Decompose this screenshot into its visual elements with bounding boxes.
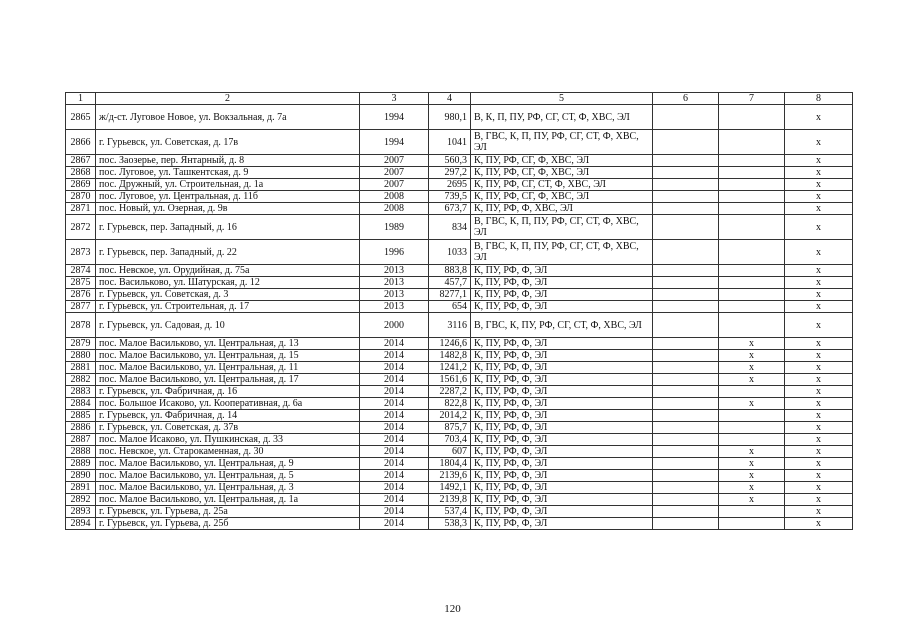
table-row [66, 215, 853, 240]
col-8-mark: х [785, 362, 853, 374]
year-cell: 2014 [360, 422, 429, 434]
works-cell: К, ПУ, РФ, Ф, ЭЛ [471, 362, 653, 374]
col-6-cell [653, 386, 719, 398]
works-cell: К, ПУ, РФ, Ф, ЭЛ [471, 265, 653, 277]
works-cell: К, ПУ, РФ, Ф, ЭЛ [471, 410, 653, 422]
table-row [66, 410, 853, 422]
table-row [66, 398, 853, 410]
year-cell: 1994 [360, 105, 429, 130]
row-number: 2875 [66, 277, 96, 289]
works-cell: К, ПУ, РФ, Ф, ЭЛ [471, 518, 653, 530]
works-cell: К, ПУ, РФ, Ф, ЭЛ [471, 434, 653, 446]
col-6-cell [653, 482, 719, 494]
works-cell: К, ПУ, РФ, СГ, Ф, ХВС, ЭЛ [471, 167, 653, 179]
table-row [66, 350, 853, 362]
col-6-cell [653, 422, 719, 434]
area-cell: 297,2 [429, 167, 471, 179]
address-cell: пос. Луговое, ул. Ташкентская, д. 9 [96, 167, 360, 179]
col-7-mark [719, 155, 785, 167]
area-cell: 980,1 [429, 105, 471, 130]
row-number: 2867 [66, 155, 96, 167]
table-row [66, 289, 853, 301]
works-cell: К, ПУ, РФ, СГ, Ф, ХВС, ЭЛ [471, 191, 653, 203]
col-8-mark: х [785, 482, 853, 494]
col-6-cell [653, 179, 719, 191]
col-7-mark [719, 167, 785, 179]
table-row [66, 301, 853, 313]
col-8-mark: х [785, 494, 853, 506]
col-8-mark: х [785, 470, 853, 482]
row-number: 2885 [66, 410, 96, 422]
works-cell: К, ПУ, РФ, Ф, ЭЛ [471, 277, 653, 289]
address-cell: пос. Малое Васильково, ул. Центральная, д. 11 [96, 362, 360, 374]
row-number: 2888 [66, 446, 96, 458]
works-cell: К, ПУ, РФ, СГ, СТ, Ф, ХВС, ЭЛ [471, 179, 653, 191]
table-row [66, 338, 853, 350]
works-cell: В, ГВС, К, П, ПУ, РФ, СГ, СТ, Ф, ХВС, ЭЛ [471, 240, 653, 265]
col-6-cell [653, 215, 719, 240]
area-cell: 2287,2 [429, 386, 471, 398]
year-cell: 2007 [360, 167, 429, 179]
year-cell: 2014 [360, 434, 429, 446]
table-row [66, 130, 853, 155]
row-number: 2880 [66, 350, 96, 362]
address-cell: пос. Большое Исаково, ул. Кооперативная, д. 6а [96, 398, 360, 410]
header-col-6: 6 [653, 93, 719, 105]
area-cell: 703,4 [429, 434, 471, 446]
row-number: 2866 [66, 130, 96, 155]
address-cell: г. Гурьевск, пер. Западный, д. 16 [96, 215, 360, 240]
year-cell: 2000 [360, 313, 429, 338]
table-row [66, 494, 853, 506]
col-6-cell [653, 494, 719, 506]
area-cell: 1561,6 [429, 374, 471, 386]
year-cell: 1994 [360, 130, 429, 155]
works-cell: К, ПУ, РФ, Ф, ЭЛ [471, 494, 653, 506]
year-cell: 2007 [360, 155, 429, 167]
address-cell: г. Гурьевск, ул. Советская, д. 17в [96, 130, 360, 155]
works-cell: К, ПУ, РФ, Ф, ЭЛ [471, 350, 653, 362]
table-row [66, 240, 853, 265]
col-6-cell [653, 191, 719, 203]
col-7-mark [719, 265, 785, 277]
address-cell: пос. Малое Васильково, ул. Центральная, д. 9 [96, 458, 360, 470]
row-number: 2891 [66, 482, 96, 494]
row-number: 2878 [66, 313, 96, 338]
col-6-cell [653, 506, 719, 518]
col-7-mark [719, 518, 785, 530]
col-7-mark: х [719, 374, 785, 386]
col-8-mark: х [785, 203, 853, 215]
col-7-mark: х [719, 470, 785, 482]
works-cell: К, ПУ, РФ, Ф, ЭЛ [471, 422, 653, 434]
year-cell: 2014 [360, 482, 429, 494]
col-7-mark: х [719, 494, 785, 506]
col-7-mark [719, 506, 785, 518]
col-8-mark: х [785, 105, 853, 130]
table-row [66, 482, 853, 494]
col-7-mark: х [719, 482, 785, 494]
works-cell: В, К, П, ПУ, РФ, СГ, СТ, Ф, ХВС, ЭЛ [471, 105, 653, 130]
col-7-mark [719, 130, 785, 155]
col-8-mark: х [785, 155, 853, 167]
row-number: 2881 [66, 362, 96, 374]
col-8-mark: х [785, 277, 853, 289]
row-number: 2887 [66, 434, 96, 446]
row-number: 2882 [66, 374, 96, 386]
col-6-cell [653, 105, 719, 130]
col-6-cell [653, 518, 719, 530]
year-cell: 2014 [360, 386, 429, 398]
col-6-cell [653, 470, 719, 482]
area-cell: 2139,6 [429, 470, 471, 482]
area-cell: 1241,2 [429, 362, 471, 374]
col-7-mark [719, 289, 785, 301]
col-7-mark [719, 313, 785, 338]
address-cell: пос. Малое Исаково, ул. Пушкинская, д. 33 [96, 434, 360, 446]
table-row [66, 265, 853, 277]
year-cell: 2007 [360, 179, 429, 191]
area-cell: 560,3 [429, 155, 471, 167]
row-number: 2876 [66, 289, 96, 301]
works-cell: К, ПУ, РФ, Ф, ЭЛ [471, 398, 653, 410]
col-8-mark: х [785, 446, 853, 458]
year-cell: 2014 [360, 458, 429, 470]
col-7-mark [719, 434, 785, 446]
works-cell: К, ПУ, РФ, Ф, ЭЛ [471, 374, 653, 386]
col-7-mark [719, 105, 785, 130]
address-cell: пос. Новый, ул. Озерная, д. 9в [96, 203, 360, 215]
header-col-7: 7 [719, 93, 785, 105]
year-cell: 2013 [360, 301, 429, 313]
col-8-mark: х [785, 386, 853, 398]
col-6-cell [653, 167, 719, 179]
col-6-cell [653, 350, 719, 362]
col-7-mark [719, 301, 785, 313]
year-cell: 2014 [360, 506, 429, 518]
area-cell: 834 [429, 215, 471, 240]
area-cell: 883,8 [429, 265, 471, 277]
col-8-mark: х [785, 313, 853, 338]
row-number: 2868 [66, 167, 96, 179]
row-number: 2873 [66, 240, 96, 265]
area-cell: 1804,4 [429, 458, 471, 470]
table-row [66, 518, 853, 530]
col-7-mark [719, 386, 785, 398]
col-8-mark: х [785, 191, 853, 203]
col-6-cell [653, 410, 719, 422]
col-8-mark: х [785, 422, 853, 434]
table-body [66, 105, 853, 530]
works-cell: К, ПУ, РФ, Ф, ЭЛ [471, 482, 653, 494]
area-cell: 2014,2 [429, 410, 471, 422]
col-6-cell [653, 338, 719, 350]
works-cell: В, ГВС, К, П, ПУ, РФ, СГ, СТ, Ф, ХВС, ЭЛ [471, 215, 653, 240]
area-cell: 2139,8 [429, 494, 471, 506]
table-row [66, 446, 853, 458]
works-cell: К, ПУ, РФ, Ф, ЭЛ [471, 506, 653, 518]
row-number: 2869 [66, 179, 96, 191]
row-number: 2877 [66, 301, 96, 313]
table-row [66, 167, 853, 179]
table-row [66, 313, 853, 338]
col-6-cell [653, 362, 719, 374]
address-cell: г. Гурьевск, ул. Советская, д. 3 [96, 289, 360, 301]
address-cell: пос. Заозерье, пер. Янтарный, д. 8 [96, 155, 360, 167]
address-cell: г. Гурьевск, ул. Советская, д. 37в [96, 422, 360, 434]
row-number: 2889 [66, 458, 96, 470]
area-cell: 3116 [429, 313, 471, 338]
year-cell: 2013 [360, 277, 429, 289]
address-cell: пос. Луговое, ул. Центральная, д. 11б [96, 191, 360, 203]
row-number: 2890 [66, 470, 96, 482]
col-8-mark: х [785, 167, 853, 179]
col-8-mark: х [785, 350, 853, 362]
col-6-cell [653, 398, 719, 410]
address-cell: г. Гурьевск, ул. Строительная, д. 17 [96, 301, 360, 313]
row-number: 2870 [66, 191, 96, 203]
address-cell: пос. Малое Васильково, ул. Центральная, д. 5 [96, 470, 360, 482]
col-8-mark: х [785, 374, 853, 386]
year-cell: 2014 [360, 446, 429, 458]
area-cell: 654 [429, 301, 471, 313]
col-6-cell [653, 446, 719, 458]
area-cell: 1482,8 [429, 350, 471, 362]
col-7-mark: х [719, 350, 785, 362]
col-8-mark: х [785, 338, 853, 350]
header-col-2: 2 [96, 93, 360, 105]
col-8-mark: х [785, 434, 853, 446]
row-number: 2874 [66, 265, 96, 277]
address-cell: пос. Васильково, ул. Шатурская, д. 12 [96, 277, 360, 289]
works-cell: К, ПУ, РФ, СГ, Ф, ХВС, ЭЛ [471, 155, 653, 167]
table-row [66, 506, 853, 518]
address-cell: г. Гурьевск, ул. Садовая, д. 10 [96, 313, 360, 338]
works-cell: К, ПУ, РФ, Ф, ЭЛ [471, 301, 653, 313]
year-cell: 2014 [360, 470, 429, 482]
table-row [66, 203, 853, 215]
area-cell: 875,7 [429, 422, 471, 434]
col-6-cell [653, 374, 719, 386]
table-row [66, 458, 853, 470]
works-cell: К, ПУ, РФ, Ф, ЭЛ [471, 470, 653, 482]
year-cell: 2014 [360, 350, 429, 362]
housing-register-table [65, 92, 853, 530]
header-row [66, 93, 853, 105]
col-6-cell [653, 155, 719, 167]
col-6-cell [653, 434, 719, 446]
year-cell: 2008 [360, 203, 429, 215]
area-cell: 673,7 [429, 203, 471, 215]
address-cell: пос. Малое Васильково, ул. Центральная, д. 13 [96, 338, 360, 350]
col-6-cell [653, 240, 719, 265]
col-6-cell [653, 265, 719, 277]
address-cell: г. Гурьевск, ул. Фабричная, д. 14 [96, 410, 360, 422]
works-cell: К, ПУ, РФ, Ф, ЭЛ [471, 446, 653, 458]
address-cell: пос. Малое Васильково, ул. Центральная, д. 3 [96, 482, 360, 494]
col-6-cell [653, 277, 719, 289]
area-cell: 822,8 [429, 398, 471, 410]
area-cell: 457,7 [429, 277, 471, 289]
table-row [66, 422, 853, 434]
row-number: 2865 [66, 105, 96, 130]
year-cell: 2014 [360, 518, 429, 530]
table-row [66, 155, 853, 167]
area-cell: 1246,6 [429, 338, 471, 350]
col-8-mark: х [785, 289, 853, 301]
year-cell: 2014 [360, 494, 429, 506]
col-7-mark [719, 203, 785, 215]
table-row [66, 470, 853, 482]
works-cell: К, ПУ, РФ, Ф, ЭЛ [471, 386, 653, 398]
works-cell: В, ГВС, К, ПУ, РФ, СГ, СТ, Ф, ХВС, ЭЛ [471, 313, 653, 338]
col-7-mark [719, 422, 785, 434]
year-cell: 2014 [360, 374, 429, 386]
col-8-mark: х [785, 215, 853, 240]
col-7-mark [719, 215, 785, 240]
area-cell: 2695 [429, 179, 471, 191]
works-cell: К, ПУ, РФ, Ф, ЭЛ [471, 338, 653, 350]
col-7-mark [719, 240, 785, 265]
header-col-8: 8 [785, 93, 853, 105]
works-cell: В, ГВС, К, П, ПУ, РФ, СГ, СТ, Ф, ХВС, ЭЛ [471, 130, 653, 155]
table-row [66, 362, 853, 374]
col-6-cell [653, 289, 719, 301]
year-cell: 2014 [360, 410, 429, 422]
area-cell: 1041 [429, 130, 471, 155]
col-7-mark: х [719, 458, 785, 470]
address-cell: ж/д-ст. Луговое Новое, ул. Вокзальная, д. 7а [96, 105, 360, 130]
col-8-mark: х [785, 130, 853, 155]
address-cell: г. Гурьевск, ул. Фабричная, д. 16 [96, 386, 360, 398]
table-row [66, 386, 853, 398]
col-7-mark [719, 410, 785, 422]
address-cell: пос. Малое Васильково, ул. Центральная, д. 1а [96, 494, 360, 506]
col-8-mark: х [785, 265, 853, 277]
address-cell: г. Гурьевск, ул. Гурьева, д. 25б [96, 518, 360, 530]
address-cell: пос. Невское, ул. Орудийная, д. 75а [96, 265, 360, 277]
year-cell: 2014 [360, 398, 429, 410]
page-number: 120 [444, 603, 461, 615]
table-row [66, 191, 853, 203]
col-6-cell [653, 130, 719, 155]
col-8-mark: х [785, 506, 853, 518]
year-cell: 2013 [360, 265, 429, 277]
table-header [66, 93, 853, 105]
year-cell: 1996 [360, 240, 429, 265]
header-col-5: 5 [471, 93, 653, 105]
col-7-mark: х [719, 446, 785, 458]
row-number: 2883 [66, 386, 96, 398]
area-cell: 607 [429, 446, 471, 458]
area-cell: 1492,1 [429, 482, 471, 494]
area-cell: 537,4 [429, 506, 471, 518]
area-cell: 739,5 [429, 191, 471, 203]
col-6-cell [653, 458, 719, 470]
col-8-mark: х [785, 179, 853, 191]
year-cell: 2013 [360, 289, 429, 301]
row-number: 2879 [66, 338, 96, 350]
row-number: 2884 [66, 398, 96, 410]
col-8-mark: х [785, 301, 853, 313]
year-cell: 2014 [360, 362, 429, 374]
row-number: 2893 [66, 506, 96, 518]
col-7-mark: х [719, 362, 785, 374]
area-cell: 1033 [429, 240, 471, 265]
col-8-mark: х [785, 410, 853, 422]
works-cell: К, ПУ, РФ, Ф, ХВС, ЭЛ [471, 203, 653, 215]
table-row [66, 179, 853, 191]
year-cell: 1989 [360, 215, 429, 240]
col-6-cell [653, 313, 719, 338]
table-row [66, 105, 853, 130]
col-7-mark: х [719, 338, 785, 350]
row-number: 2886 [66, 422, 96, 434]
works-cell: К, ПУ, РФ, Ф, ЭЛ [471, 458, 653, 470]
col-8-mark: х [785, 458, 853, 470]
address-cell: г. Гурьевск, пер. Западный, д. 22 [96, 240, 360, 265]
col-7-mark [719, 179, 785, 191]
address-cell: пос. Невское, ул. Старокаменная, д. 30 [96, 446, 360, 458]
address-cell: пос. Малое Васильково, ул. Центральная, д. 15 [96, 350, 360, 362]
row-number: 2894 [66, 518, 96, 530]
works-cell: К, ПУ, РФ, Ф, ЭЛ [471, 289, 653, 301]
table-row [66, 374, 853, 386]
col-8-mark: х [785, 398, 853, 410]
year-cell: 2014 [360, 338, 429, 350]
col-8-mark: х [785, 518, 853, 530]
col-6-cell [653, 301, 719, 313]
table-row [66, 277, 853, 289]
col-7-mark [719, 191, 785, 203]
col-7-mark [719, 277, 785, 289]
area-cell: 538,3 [429, 518, 471, 530]
row-number: 2871 [66, 203, 96, 215]
row-number: 2892 [66, 494, 96, 506]
table-row [66, 434, 853, 446]
header-col-4: 4 [429, 93, 471, 105]
col-6-cell [653, 203, 719, 215]
col-7-mark: х [719, 398, 785, 410]
header-col-1: 1 [66, 93, 96, 105]
row-number: 2872 [66, 215, 96, 240]
area-cell: 8277,1 [429, 289, 471, 301]
year-cell: 2008 [360, 191, 429, 203]
address-cell: пос. Дружный, ул. Строительная, д. 1а [96, 179, 360, 191]
header-col-3: 3 [360, 93, 429, 105]
address-cell: пос. Малое Васильково, ул. Центральная, д. 17 [96, 374, 360, 386]
address-cell: г. Гурьевск, ул. Гурьева, д. 25а [96, 506, 360, 518]
col-8-mark: х [785, 240, 853, 265]
